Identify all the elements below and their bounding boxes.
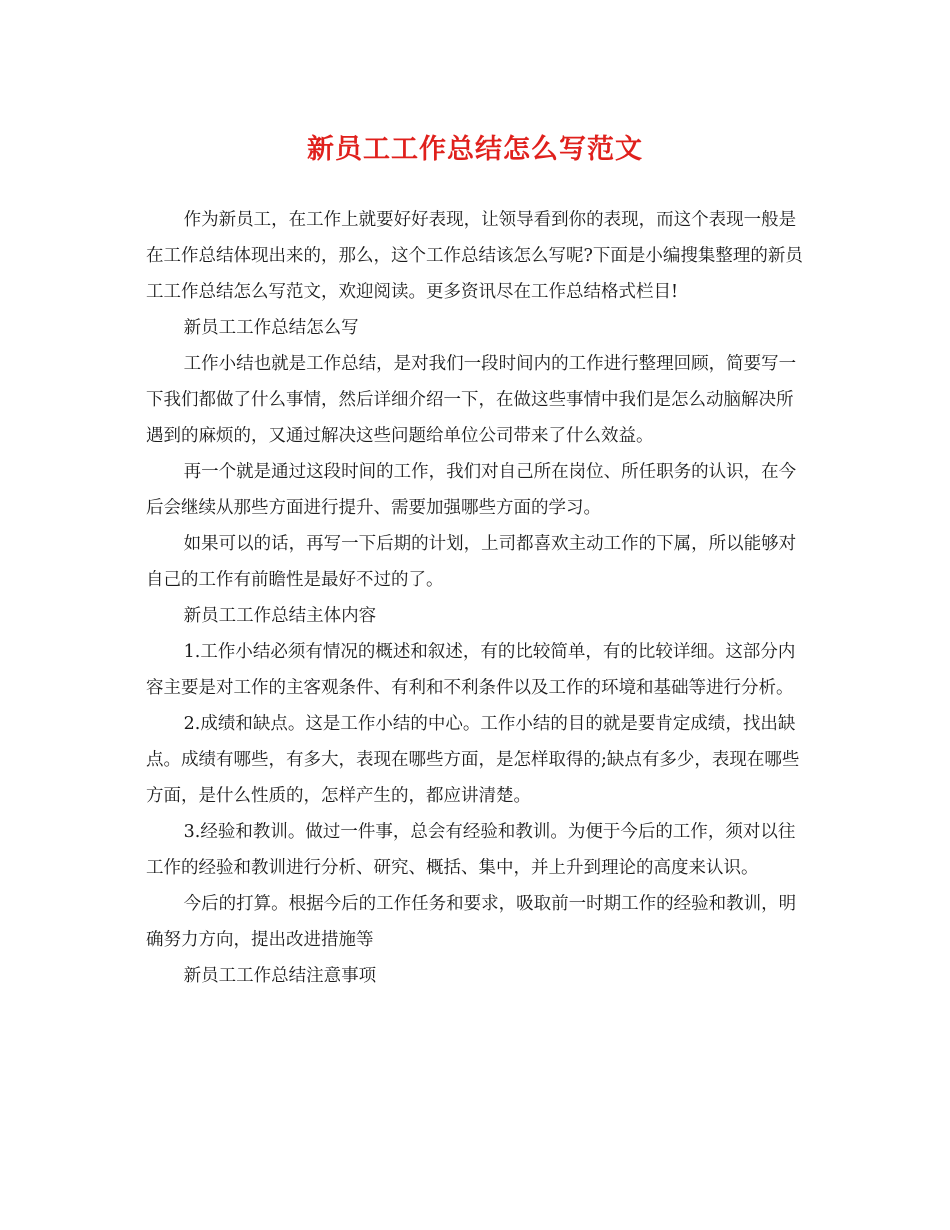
list-item-1: 1.工作小结必须有情况的概述和叙述，有的比较简单，有的比较详细。这部分内容主要是对工作的主客观条件、有利和不利条件以及工作的环境和基础等进行分析。 bbox=[146, 642, 796, 698]
list-item-2: 2.成绩和缺点。这是工作小结的中心。工作小结的目的就是要肯定成绩，找出缺点。成绩有哪些，有多大，表现在哪些方面，是怎样取得的;缺点有多少，表现在哪些方面，是什么性质的，怎样产生的，都应讲清楚。 bbox=[146, 714, 800, 806]
section-heading-notes: 新员工工作总结注意事项 bbox=[183, 966, 377, 986]
document-body bbox=[146, 202, 806, 994]
document-title: 新员工工作总结怎么写范文 bbox=[307, 134, 643, 165]
intro-paragraph: 作为新员工，在工作上就要好好表现，让领导看到你的表现，而这个表现一般是在工作总结体现出来的，那么，这个工作总结该怎么写呢?下面是小编搜集整理的新员工工作总结怎么写范文，欢迎阅读。更多资讯尽在工作总结格式栏目! bbox=[146, 210, 803, 302]
body-paragraph: 如果可以的话，再写一下后期的计划，上司都喜欢主动工作的下属，所以能够对自己的工作有前瞻性是最好不过的了。 bbox=[146, 534, 797, 590]
body-paragraph: 再一个就是通过这段时间的工作，我们对自己所在岗位、所任职务的认识，在今后会继续从那些方面进行提升、需要加强哪些方面的学习。 bbox=[146, 462, 797, 518]
body-paragraph: 工作小结也就是工作总结，是对我们一段时间内的工作进行整理回顾，简要写一下我们都做了什么事情，然后详细介绍一下，在做这些事情中我们是怎么动脑解决所遇到的麻烦的，又通过解决这些问题给单位公司带来了什么效益。 bbox=[146, 354, 797, 446]
section-heading-main-content: 新员工工作总结主体内容 bbox=[183, 606, 377, 626]
list-item-3: 3.经验和教训。做过一件事，总会有经验和教训。为便于今后的工作，须对以往工作的经验和教训进行分析、研究、概括、集中，并上升到理论的高度来认识。 bbox=[146, 822, 796, 878]
body-paragraph: 今后的打算。根据今后的工作任务和要求，吸取前一时期工作的经验和教训，明确努力方向，提出改进措施等 bbox=[146, 894, 797, 950]
section-heading-how-to-write: 新员工工作总结怎么写 bbox=[183, 318, 359, 338]
